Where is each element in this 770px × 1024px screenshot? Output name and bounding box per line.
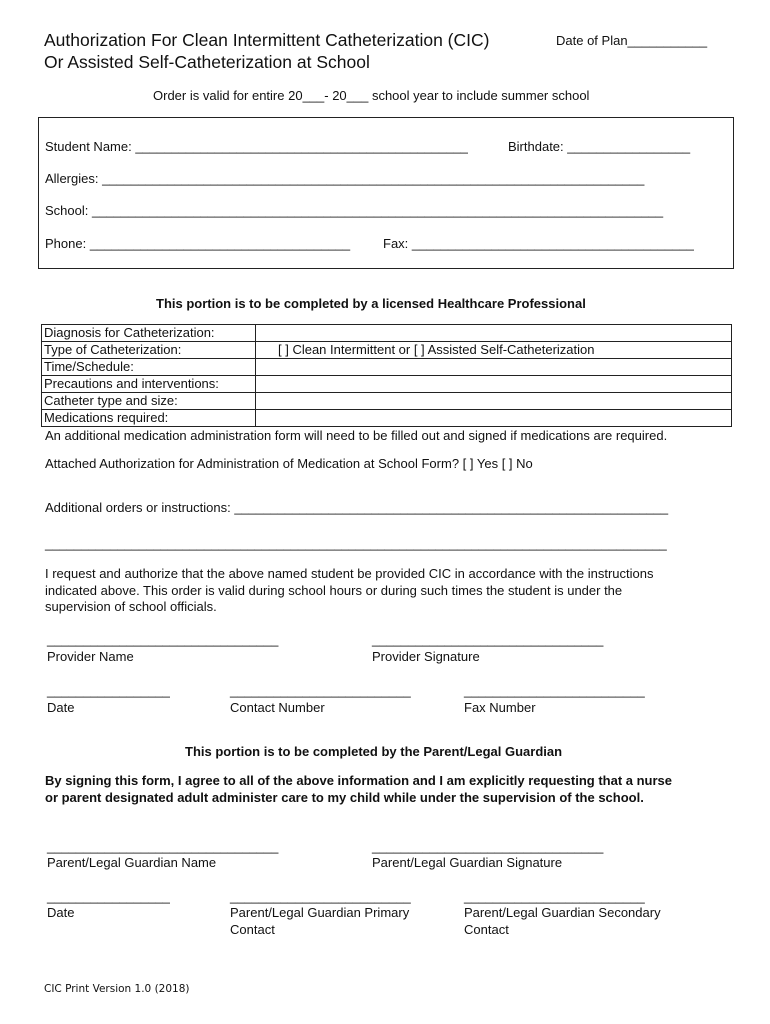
parent-agreement-line1: By signing this form, I agree to all of the above information and I am explicitly requesting that a nurse (45, 773, 672, 788)
table-row (42, 393, 732, 410)
contact-number-label: Contact Number (230, 700, 325, 715)
type-value-checkboxes[interactable]: [ ] Clean Intermittent or [ ] Assisted Self-Catheterization (256, 342, 732, 359)
parent-section-heading: This portion is to be completed by the Parent/Legal Guardian (185, 744, 563, 759)
hcp-section-heading: This portion is to be completed by a licensed Healthcare Professional (156, 296, 586, 311)
hcp-orders-table (41, 324, 732, 427)
table-row (42, 325, 732, 342)
fax-field[interactable]: Fax: _______________________________________ (383, 236, 694, 251)
medications-label: Medications required: (42, 410, 256, 427)
table-row (42, 359, 732, 376)
order-valid-text: Order is valid for entire 20___- 20___ school year to include summer school (153, 88, 590, 103)
table-row (42, 410, 732, 427)
consent-text-line3: supervision of school officials. (45, 599, 217, 614)
date-of-plan-field[interactable]: Date of Plan___________ (556, 33, 708, 48)
school-field[interactable]: School: _______________________________________________________________________________ (45, 203, 664, 218)
student-name-field[interactable]: Student Name: ______________________________________________ (45, 139, 468, 154)
type-label: Type of Catheterization: (42, 342, 256, 359)
guardian-secondary-contact-line[interactable]: _________________________ (464, 889, 645, 904)
provider-signature-label: Provider Signature (372, 649, 480, 664)
fax-number-label: Fax Number (464, 700, 536, 715)
guardian-date-line[interactable]: _________________ (47, 889, 170, 904)
provider-signature-line[interactable]: ________________________________ (372, 632, 604, 647)
parent-agreement-line2: or parent designated adult administer care to my child while under the supervision of the school. (45, 790, 644, 805)
diagnosis-label: Diagnosis for Catheterization: (42, 325, 256, 342)
catheter-type-value[interactable] (256, 393, 732, 410)
phone-field[interactable]: Phone: ____________________________________ (45, 236, 351, 251)
guardian-name-label: Parent/Legal Guardian Name (47, 855, 217, 870)
provider-name-line[interactable]: ________________________________ (47, 632, 279, 647)
guardian-date-label: Date (47, 905, 75, 920)
guardian-secondary-contact-label-2: Contact (464, 922, 509, 937)
medications-value[interactable] (256, 410, 732, 427)
precautions-label: Precautions and interventions: (42, 376, 256, 393)
provider-date-line[interactable]: _________________ (47, 683, 170, 698)
medication-note: An additional medication administration form will need to be filled out and signed if medications are required. (45, 428, 668, 443)
birthdate-field[interactable]: Birthdate: _________________ (508, 139, 691, 154)
guardian-signature-line[interactable]: ________________________________ (372, 839, 604, 854)
catheter-type-label: Catheter type and size: (42, 393, 256, 410)
table-row (42, 376, 732, 393)
guardian-primary-contact-label: Parent/Legal Guardian Primary (230, 905, 410, 920)
print-version-footer: CIC Print Version 1.0 (2018) (44, 983, 190, 995)
precautions-value[interactable] (256, 376, 732, 393)
diagnosis-value[interactable] (256, 325, 732, 342)
fax-number-line[interactable]: _________________________ (464, 683, 645, 698)
consent-text-line1: I request and authorize that the above named student be provided CIC in accordance with the instructions (45, 566, 654, 581)
guardian-name-line[interactable]: ________________________________ (47, 839, 279, 854)
provider-name-label: Provider Name (47, 649, 134, 664)
time-schedule-value[interactable] (256, 359, 732, 376)
guardian-signature-label: Parent/Legal Guardian Signature (372, 855, 563, 870)
consent-text-line2: indicated above. This order is valid during school hours or during such times the student is under the (45, 583, 623, 598)
contact-number-line[interactable]: _________________________ (230, 683, 411, 698)
attached-authorization-question[interactable]: Attached Authorization for Administration of Medication at School Form? [ ] Yes [ ] No (45, 456, 533, 471)
additional-orders-line2[interactable]: ______________________________________________________________________________________ (45, 536, 667, 551)
form-title-line2: Or Assisted Self-Catheterization at School (44, 52, 370, 72)
guardian-secondary-contact-label: Parent/Legal Guardian Secondary (464, 905, 661, 920)
guardian-primary-contact-line[interactable]: _________________________ (230, 889, 411, 904)
guardian-primary-contact-label-2: Contact (230, 922, 275, 937)
additional-orders-field[interactable]: Additional orders or instructions: ____________________________________________________________ (45, 500, 669, 515)
provider-date-label: Date (47, 700, 75, 715)
form-title-line1: Authorization For Clean Intermittent Catheterization (CIC) (44, 30, 490, 50)
table-row (42, 342, 732, 359)
allergies-field[interactable]: Allergies: ___________________________________________________________________________ (45, 171, 645, 186)
time-schedule-label: Time/Schedule: (42, 359, 256, 376)
